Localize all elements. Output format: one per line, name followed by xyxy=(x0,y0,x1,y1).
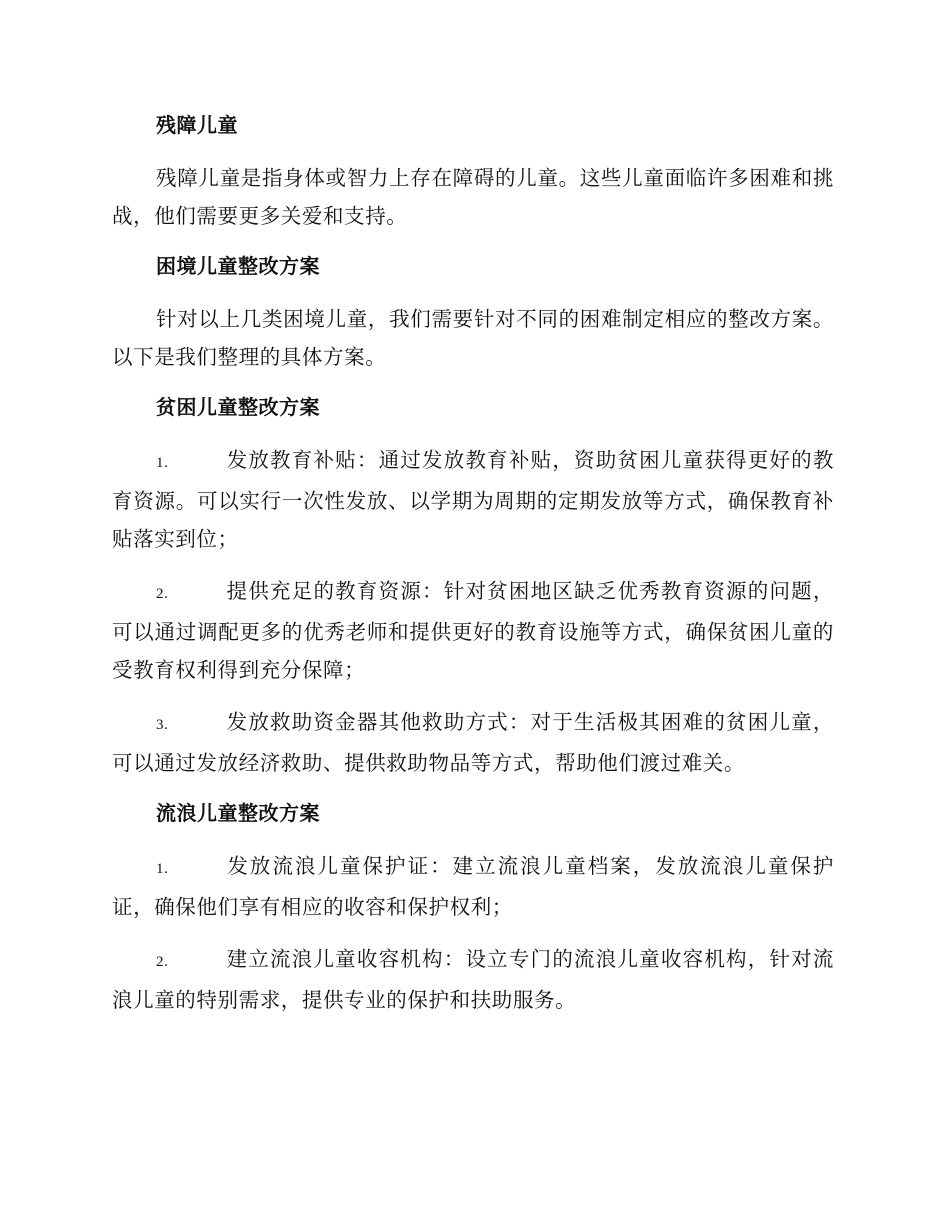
list-item-text: 发放流浪儿童保护证：建立流浪儿童档案，发放流浪儿童保护证，确保他们享有相应的收容和保护权利； xyxy=(112,854,834,919)
section-heading: 流浪儿童整改方案 xyxy=(156,801,320,825)
section-paragraph: 残障儿童是指身体或智力上存在障碍的儿童。这些儿童面临许多困难和挑战，他们需要更多关爱和支持。 xyxy=(112,166,834,228)
document-page xyxy=(112,108,834,1033)
list-item-number: 1. xyxy=(156,455,169,471)
list-item-text: 提供充足的教育资源：针对贫困地区缺乏优秀教育资源的问题，可以通过调配更多的优秀老师和提供更好的教育设施等方式，确保贫困儿童的受教育权利得到充分保障； xyxy=(112,579,834,682)
list-item-number: 2. xyxy=(156,954,169,970)
list-item xyxy=(112,572,834,689)
list-item-text: 建立流浪儿童收容机构：设立专门的流浪儿童收容机构，针对流浪儿童的特别需求，提供专业的保护和扶助服务。 xyxy=(112,947,834,1012)
list-item-number: 2. xyxy=(156,586,169,602)
list-item-text: 发放救助资金器其他救助方式：对于生活极其困难的贫困儿童，可以通过发放经济救助、提供救助物品等方式，帮助他们渡过难关。 xyxy=(112,710,834,775)
section-heading: 贫困儿童整改方案 xyxy=(156,395,320,419)
section-paragraph: 针对以上几类困境儿童，我们需要针对不同的困难制定相应的整改方案。以下是我们整理的具体方案。 xyxy=(112,307,834,369)
list-item xyxy=(112,703,834,782)
list-item-number: 1. xyxy=(156,861,169,877)
section-heading: 残障儿童 xyxy=(156,113,238,137)
list-item xyxy=(112,847,834,926)
list-item-number: 3. xyxy=(156,717,169,733)
list-item xyxy=(112,940,834,1019)
list-item-text: 发放教育补贴：通过发放教育补贴，资助贫困儿童获得更好的教育资源。可以实行一次性发放、以学期为周期的定期发放等方式，确保教育补贴落实到位； xyxy=(112,448,834,551)
list-item xyxy=(112,441,834,558)
section-heading: 困境儿童整改方案 xyxy=(156,254,320,278)
